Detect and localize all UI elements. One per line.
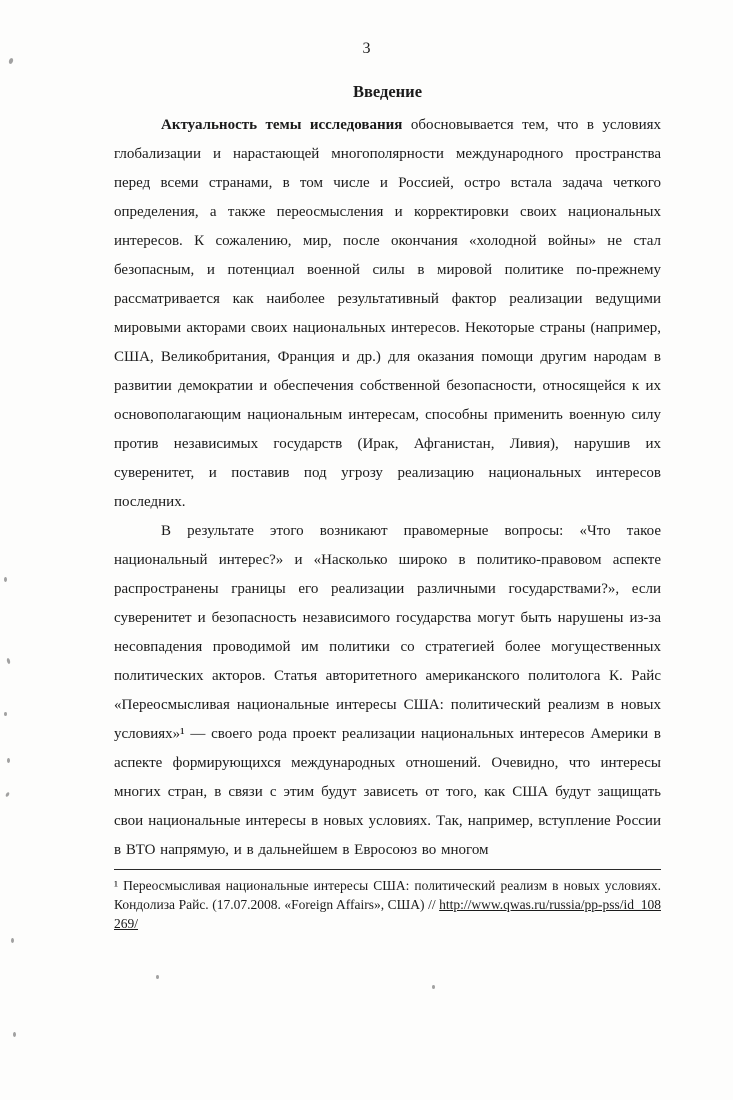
paragraph-1-body: обосновывается тем, что в условиях глобализации и нарастающей многополярности международного пространства перед всеми странами, в том числе и Россией, остро встала задача четкого определения, а также переосмысления и корректировки своих национальных интересов. К сожалению, мир, после окончания «холодной войны» не стал безопасным, и потенциал военной силы в мировой политике по-прежнему рассматривается как наиболее результативный фактор реализации ведущими мировыми акторами своих национальных интересов. Некоторые страны (например, США, Великобритания, Франция и др.) для оказания помощи другим народам в развитии демократии и обеспечения собственной безопасности, относящейся к их основополагающим национальным интересам, способны применить военную силу против независимых государств (Ирак, Афганистан, Ливия), нарушив их суверенитет, и поставив под угрозу реализацию национальных интересов последних. [114,117,661,510]
scan-artifact [6,658,10,665]
page-number: 3 [362,40,371,57]
scan-artifact [13,1032,16,1037]
footnote-text [114,876,661,933]
footnote [114,869,661,933]
paragraph-1 [114,111,661,517]
scan-artifact [8,57,14,64]
paragraph-2: В результате этого возникают правомерные вопросы: «Что такое национальный интерес?» и «Насколько широко в политико-правовом аспекте распространены границы его реализации различными государствами?», если суверенитет и безопасность независимого государства могут быть нарушены из-за несовпадения проводимой им политики со стратегией более могущественных политических акторов. Статья авторитетного американского политолога К. Райс «Переосмысливая национальные интересы США: политический реализм в новых условиях»¹ — своего рода проект реализации национальных интересов Америки в аспекте формирующихся международных отношений. Очевидно, что интересы многих стран, в связи с этим будут зависеть от того, как США будут защищать свои национальные интересы в новых условиях. Так, например, вступление России в ВТО напрямую, и в дальнейшем в Евросоюз во многом [114,523,661,858]
scan-artifact [156,975,159,979]
section-heading: Введение [352,82,423,101]
text-block [114,80,661,865]
scan-artifact [4,712,7,716]
footnote-citation: ¹ Переосмысливая национальные интересы США: политический реализм в новых условиях. Кондолиза Райс. (17.07.2008. «Foreign Affairs», США) // [114,878,661,912]
scan-artifact [7,758,10,763]
scan-artifact [11,938,14,943]
scan-artifact [5,792,10,798]
scan-artifact [432,985,435,989]
scan-artifact [4,577,7,582]
footnote-link[interactable]: http://www.qwas.ru/russia/pp-pss/id_108269/ [114,897,661,931]
paragraph-1-lead: Актуальность темы исследования [161,117,403,133]
